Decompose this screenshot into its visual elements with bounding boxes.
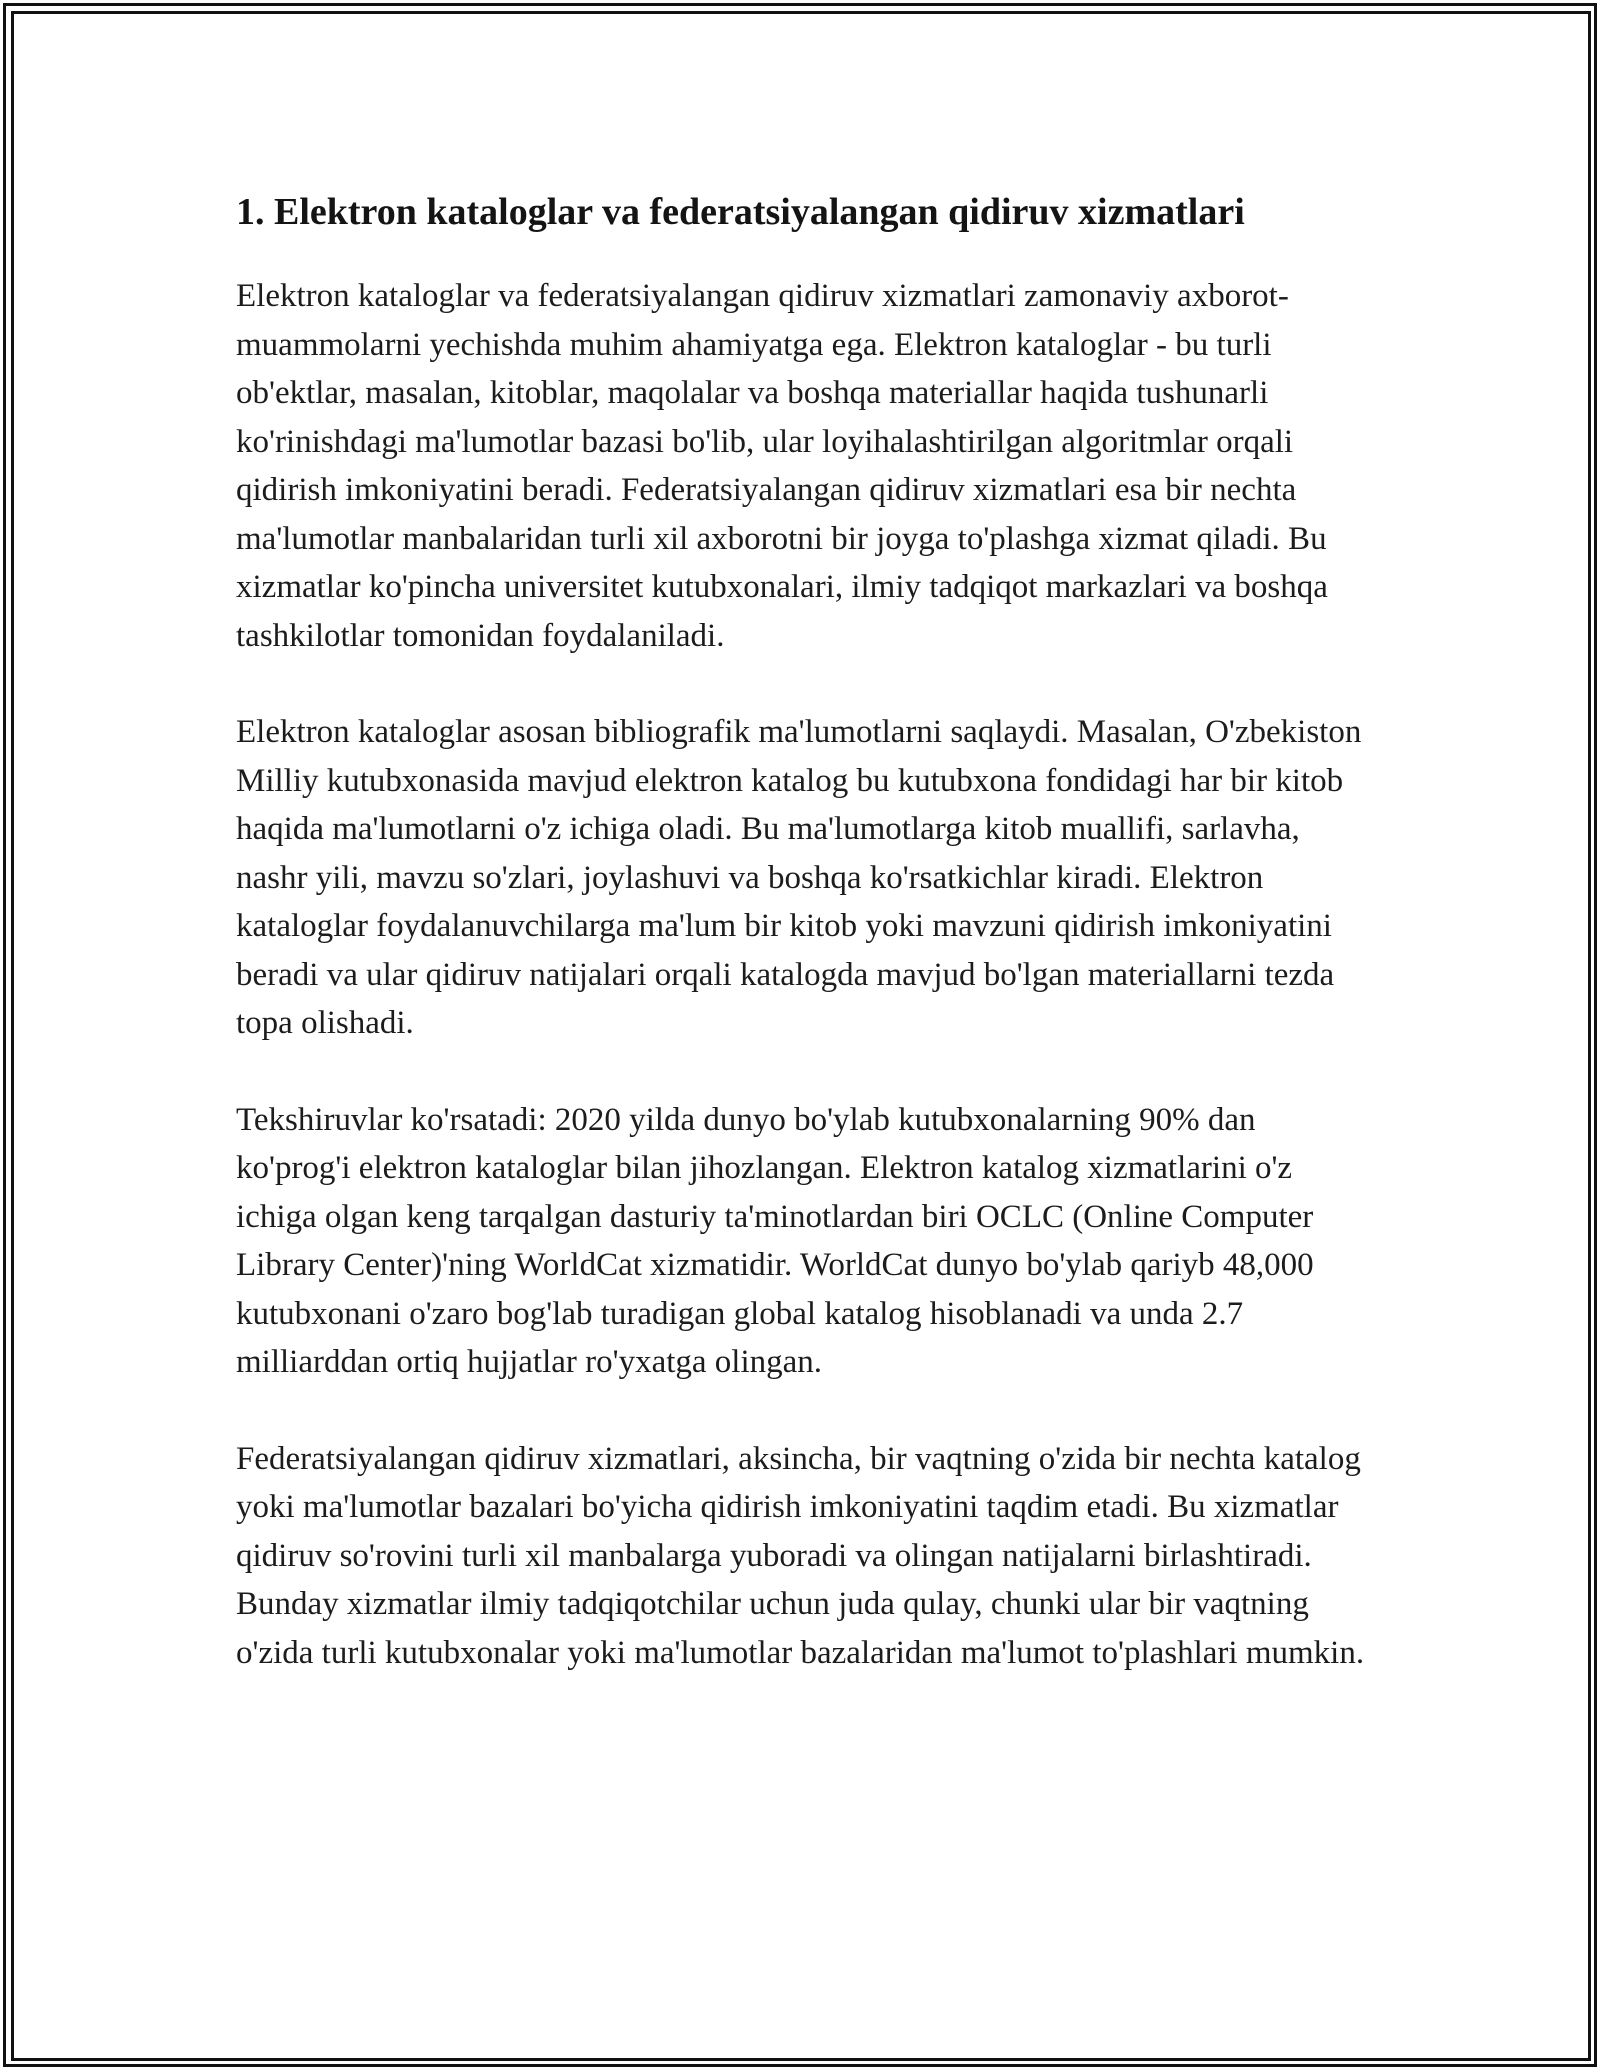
section-heading: 1. Elektron kataloglar va federatsiyalangan qidiruv xizmatlari: [236, 191, 1245, 233]
paragraph-electronic-catalogs: Elektron kataloglar asosan bibliografik ma'lumotlarni saqlaydi. Masalan, O'zbekiston Milliy kutubxonasida mavjud elektron katalog bu kutubxona fondidagi har bir kitob haqida ma'lumotlarni o'z ichiga oladi. Bu ma'lumotlarga kitob muallifi, sarlavha, nashr yili, mavzu so'zlari, joylashuvi va boshqa ko'rsatkichlar kiradi. Elektron kataloglar foydalanuvchilarga ma'lum bir kitob yoki mavzuni qidirish imkoniyatini beradi va ular qidiruv natijalari orqali katalogda mavjud bo'lgan materiallarni tezda topa olishadi.: [236, 714, 1362, 1041]
paragraph-worldcat-statistics: Tekshiruvlar ko'rsatadi: 2020 yilda dunyo bo'ylab kutubxonalarning 90% dan ko'prog'i elektron kataloglar bilan jihozlangan. Elektron katalog xizmatlarini o'z ichiga olgan keng tarqalgan dasturiy ta'minotlardan biri OCLC (Online Computer Library Center)'ning WorldCat xizmatidir. WorldCat dunyo bo'ylab qariyb 48,000 kutubxonani o'zaro bog'lab turadigan global katalog hisoblanadi va unda 2.7 milliarddan ortiq hujjatlar ro'yxatga olingan.: [236, 1101, 1314, 1380]
paragraph-federated-search: Federatsiyalangan qidiruv xizmatlari, aksincha, bir vaqtning o'zida bir nechta katalog yoki ma'lumotlar bazalari bo'yicha qidirish imkoniyatini taqdim etadi. Bu xizmatlar qidiruv so'rovini turli xil manbalarga yuboradi va olingan natijalarni birlashtiradi. Bunday xizmatlar ilmiy tadqiqotchilar uchun juda qulay, chunki ular bir vaqtning o'zida turli kutubxonalar yoki ma'lumotlar bazalaridan ma'lumot to'plashlari mumkin.: [236, 1440, 1365, 1671]
paragraph-intro: Elektron kataloglar va federatsiyalangan qidiruv xizmatlari zamonaviy axborot-muammolarni yechishda muhim ahamiyatga ega. Elektron kataloglar - bu turli ob'ektlar, masalan, kitoblar, maqolalar va boshqa materiallar haqida tushunarli ko'rinishdagi ma'lumotlar bazasi bo'lib, ular loyihalashtirilgan algoritmlar orqali qidirish imkoniyatini beradi. Federatsiyalangan qidiruv xizmatlari esa bir nechta ma'lumotlar manbalaridan turli xil axborotni bir joyga to'plashga xizmat qiladi. Bu xizmatlar ko'pincha universitet kutubxonalari, ilmiy tadqiqot markazlari va boshqa tashkilotlar tomonidan foydalaniladi.: [236, 278, 1328, 654]
document-body: [236, 186, 1372, 1677]
